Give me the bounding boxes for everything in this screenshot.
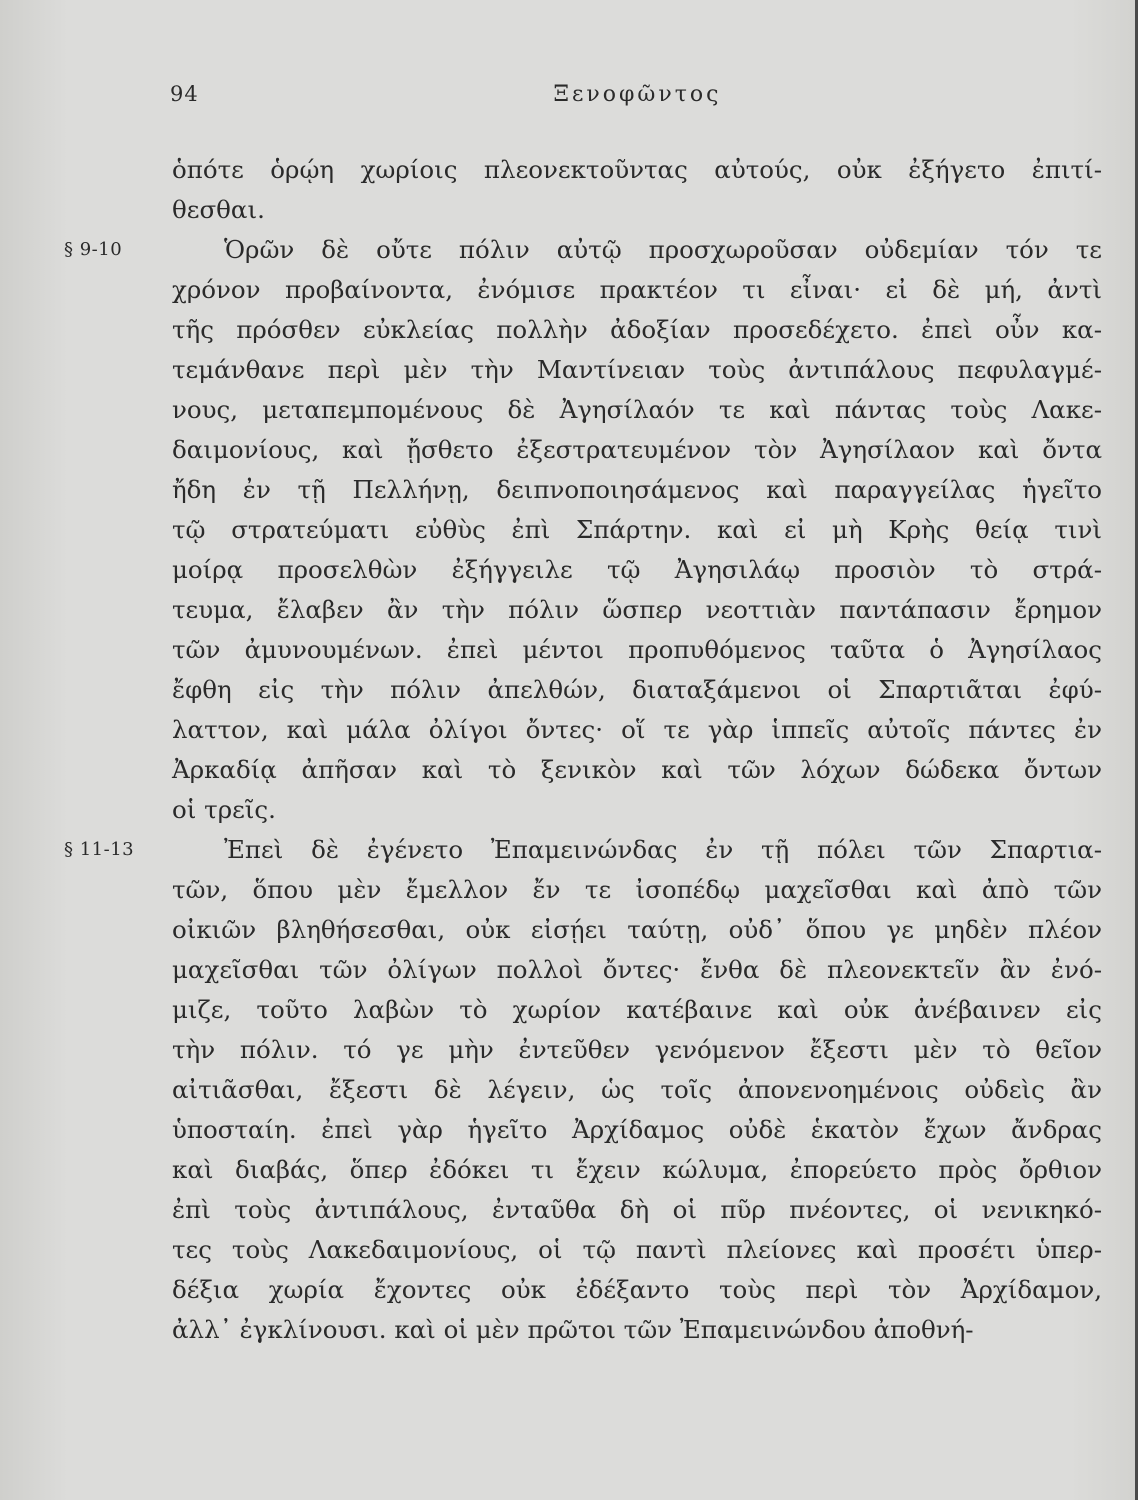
text-line [172, 470, 1102, 510]
line-text: ἐπὶ τοὺς ἀντιπάλους, ἐνταῦθα δὴ οἱ πῦρ πνέοντες, οἱ νενικηκό- [172, 1195, 1102, 1224]
text-line [172, 870, 1102, 910]
text-line [172, 550, 1102, 590]
text-line [172, 1190, 1102, 1230]
line-text: οἱ τρεῖς. [172, 795, 276, 824]
line-text: δαιμονίους, καὶ ᾔσθετο ἐξεστρατευμένον τὸν Ἀγησίλαον καὶ ὄντα [172, 435, 1102, 464]
line-text: τῷ στρατεύματι εὐθὺς ἐπὶ Σπάρτην. καὶ εἰ μὴ Κρὴς θείᾳ τινὶ [172, 515, 1102, 544]
line-text: μιζε, τοῦτο λαβὼν τὸ χωρίον κατέβαινε καὶ οὐκ ἀνέβαινεν εἰς [172, 995, 1102, 1024]
text-line [172, 1110, 1102, 1150]
section-marker: § 11-13 [64, 839, 135, 860]
text-line [172, 790, 1102, 830]
text-line [172, 1270, 1102, 1310]
text-line [172, 270, 1102, 310]
text-line [172, 1070, 1102, 1110]
text-line [172, 510, 1102, 550]
line-text: δέξια χωρία ἔχοντες οὐκ ἐδέξαντο τοὺς περὶ τὸν Ἀρχίδαμον, [172, 1275, 1102, 1304]
text-line [172, 590, 1102, 630]
line-text: καὶ διαβάς, ὅπερ ἐδόκει τι ἔχειν κώλυμα, ἐπορεύετο πρὸς ὄρθιον [172, 1155, 1102, 1184]
line-text: χρόνον προβαίνοντα, ἐνόμισε πρακτέον τι εἶναι· εἰ δὲ μή, ἀντὶ [172, 275, 1102, 304]
text-line [64, 830, 1102, 870]
line-text: ἤδη ἐν τῇ Πελλήνῃ, δειπνοποιησάμενος καὶ παραγγείλας ἡγεῖτο [172, 475, 1102, 504]
text-line [172, 150, 1102, 190]
section-marker: § 9-10 [64, 239, 123, 260]
text-line [172, 430, 1102, 470]
line-text: νους, μεταπεμπομένους δὲ Ἀγησίλαόν τε καὶ πάντας τοὺς Λακε- [172, 395, 1102, 424]
text-line [172, 190, 1102, 230]
page-number: 94 [170, 82, 199, 106]
line-text: λαττον, καὶ μάλα ὀλίγοι ὄντες· οἵ τε γὰρ ἱππεῖς αὐτοῖς πάντες ἐν [172, 715, 1102, 744]
line-text: τῶν, ὅπου μὲν ἔμελλον ἔν τε ἰσοπέδῳ μαχεῖσθαι καὶ ἀπὸ τῶν [172, 875, 1102, 904]
line-text: ἔφθη εἰς τὴν πόλιν ἀπελθών, διαταξάμενοι οἱ Σπαρτιᾶται ἐφύ- [172, 675, 1102, 704]
text-line [172, 750, 1102, 790]
line-text: θεσθαι. [172, 195, 265, 224]
line-text: ἀλλ᾽ ἐγκλίνουσι. καὶ οἱ μὲν πρῶτοι τῶν Ἐπαμεινώνδου ἀποθνή- [172, 1315, 974, 1344]
text-line [172, 390, 1102, 430]
line-text: τες τοὺς Λακεδαιμονίους, οἱ τῷ παντὶ πλείονες καὶ προσέτι ὑπερ- [172, 1235, 1102, 1264]
text-line [172, 310, 1102, 350]
text-line [64, 230, 1102, 270]
line-text: μοίρᾳ προσελθὼν ἐξήγγειλε τῷ Ἀγησιλάῳ προσιὸν τὸ στρά- [172, 555, 1102, 584]
line-text: Ἐπεὶ δὲ ἐγένετο Ἐπαμεινώνδας ἐν τῇ πόλει τῶν Σπαρτια- [224, 835, 1102, 864]
text-line [172, 710, 1102, 750]
line-text: μαχεῖσθαι τῶν ὀλίγων πολλοὶ ὄντες· ἔνθα δὲ πλεονεκτεῖν ἂν ἐνό- [172, 955, 1102, 984]
text-line [172, 1150, 1102, 1190]
running-title: Ξενοφῶντος [553, 82, 722, 107]
line-text: ὑποσταίη. ἐπεὶ γὰρ ἡγεῖτο Ἀρχίδαμος οὐδὲ ἑκατὸν ἔχων ἄνδρας [172, 1115, 1102, 1144]
line-text: τεμάνθανε περὶ μὲν τὴν Μαντίνειαν τοὺς ἀντιπάλους πεφυλαγμέ- [172, 355, 1102, 384]
text-line [172, 670, 1102, 710]
line-text: τευμα, ἔλαβεν ἂν τὴν πόλιν ὥσπερ νεοττιὰν παντάπασιν ἔρημον [172, 595, 1102, 624]
text-line [172, 950, 1102, 990]
body-text [0, 150, 1138, 1350]
text-line [172, 990, 1102, 1030]
line-text: τῶν ἀμυνουμένων. ἐπεὶ μέντοι προπυθόμενος ταῦτα ὁ Ἀγησίλαος [172, 635, 1102, 664]
line-text: τὴν πόλιν. τό γε μὴν ἐντεῦθεν γενόμενον ἔξεστι μὲν τὸ θεῖον [172, 1035, 1102, 1064]
line-text: αἰτιᾶσθαι, ἔξεστι δὲ λέγειν, ὡς τοῖς ἀπονενοημένοις οὐδεὶς ἂν [172, 1075, 1102, 1104]
text-line [172, 630, 1102, 670]
text-line [172, 1310, 1102, 1350]
text-line [172, 350, 1102, 390]
line-text: ὁπότε ὁρῴη χωρίοις πλεονεκτοῦντας αὐτούς, οὐκ ἐξήγετο ἐπιτί- [172, 155, 1102, 184]
text-line [172, 910, 1102, 950]
text-line [172, 1230, 1102, 1270]
page-header [170, 82, 1105, 122]
line-text: τῆς πρόσθεν εὐκλείας πολλὴν ἀδοξίαν προσεδέχετο. ἐπεὶ οὖν κα- [172, 315, 1102, 344]
line-text: Ὁρῶν δὲ οὔτε πόλιν αὐτῷ προσχωροῦσαν οὐδεμίαν τόν τε [224, 235, 1102, 264]
line-text: Ἀρκαδίᾳ ἀπῆσαν καὶ τὸ ξενικὸν καὶ τῶν λόχων δώδεκα ὄντων [172, 755, 1102, 784]
text-line [172, 1030, 1102, 1070]
line-text: οἰκιῶν βληθήσεσθαι, οὐκ εἰσῄει ταύτῃ, οὐδ᾽ ὅπου γε μηδὲν πλέον [172, 915, 1102, 944]
